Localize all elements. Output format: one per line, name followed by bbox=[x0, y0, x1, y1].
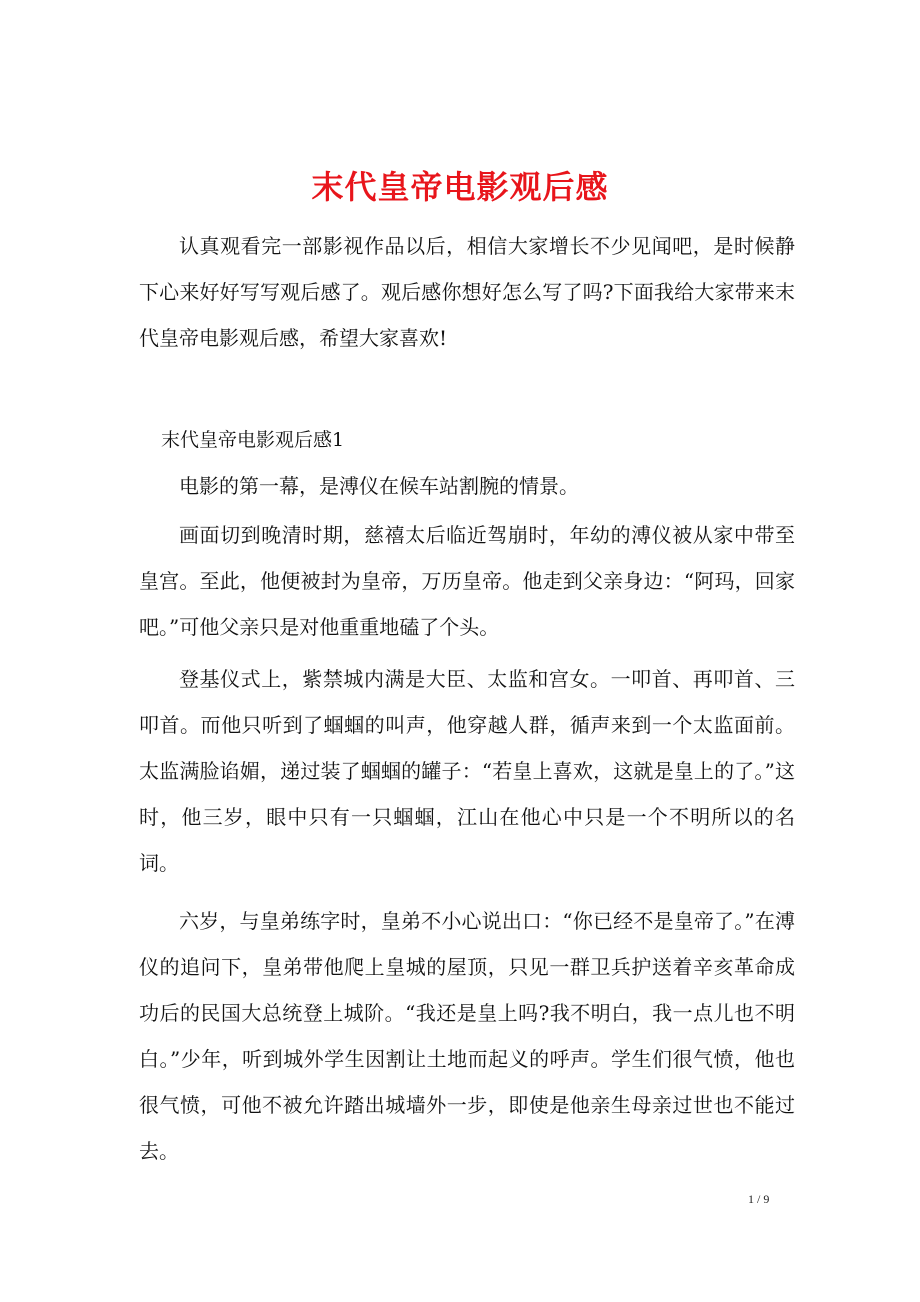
paragraph-2: 画面切到晚清时期，慈禧太后临近驾崩时，年幼的溥仪被从家中带至皇宫。至此，他便被封为皇帝，万历皇帝。他走到父亲身边：“阿玛，回家吧。”可他父亲只是对他重重地磕了个头。 bbox=[139, 523, 795, 639]
paragraph-4: 六岁，与皇弟练字时，皇弟不小心说出口：“你已经不是皇帝了。”在溥仪的追问下，皇弟带他爬上皇城的屋顶，只见一群卫兵护送着辛亥革命成功后的民国大总统登上城阶。“我还是皇上吗?我不明白，我一点儿也不明白。”少年，听到城外学生因割让土地而起义的呼声。学生们很气愤，他也很气愤，可他不被允许踏出城墙外一步，即使是他亲生母亲过世也不能过去。 bbox=[139, 909, 795, 1163]
paragraph-3: 登基仪式上，紫禁城内满是大臣、太监和宫女。一叩首、再叩首、三叩首。而他只听到了蝈蝈的叫声，他穿越人群，循声来到一个太监面前。太监满脸谄媚，递过装了蝈蝈的罐子：“若皇上喜欢，这就是皇上的了。”这时，他三岁，眼中只有一只蝈蝈，江山在他心中只是一个不明所以的名词。 bbox=[139, 667, 795, 875]
section-heading: 末代皇帝电影观后感1 bbox=[161, 429, 345, 451]
page-number: 1 / 9 bbox=[748, 1192, 770, 1206]
document-title: 末代皇帝电影观后感 bbox=[311, 168, 609, 207]
intro-paragraph: 认真观看完一部影视作品以后，相信大家增长不少见闻吧，是时候静下心来好好写写观后感了。观后感你想好怎么写了吗?下面我给大家带来末代皇帝电影观后感，希望大家喜欢! bbox=[139, 234, 795, 350]
paragraph-1: 电影的第一幕，是溥仪在候车站割腕的情景。 bbox=[179, 474, 579, 498]
